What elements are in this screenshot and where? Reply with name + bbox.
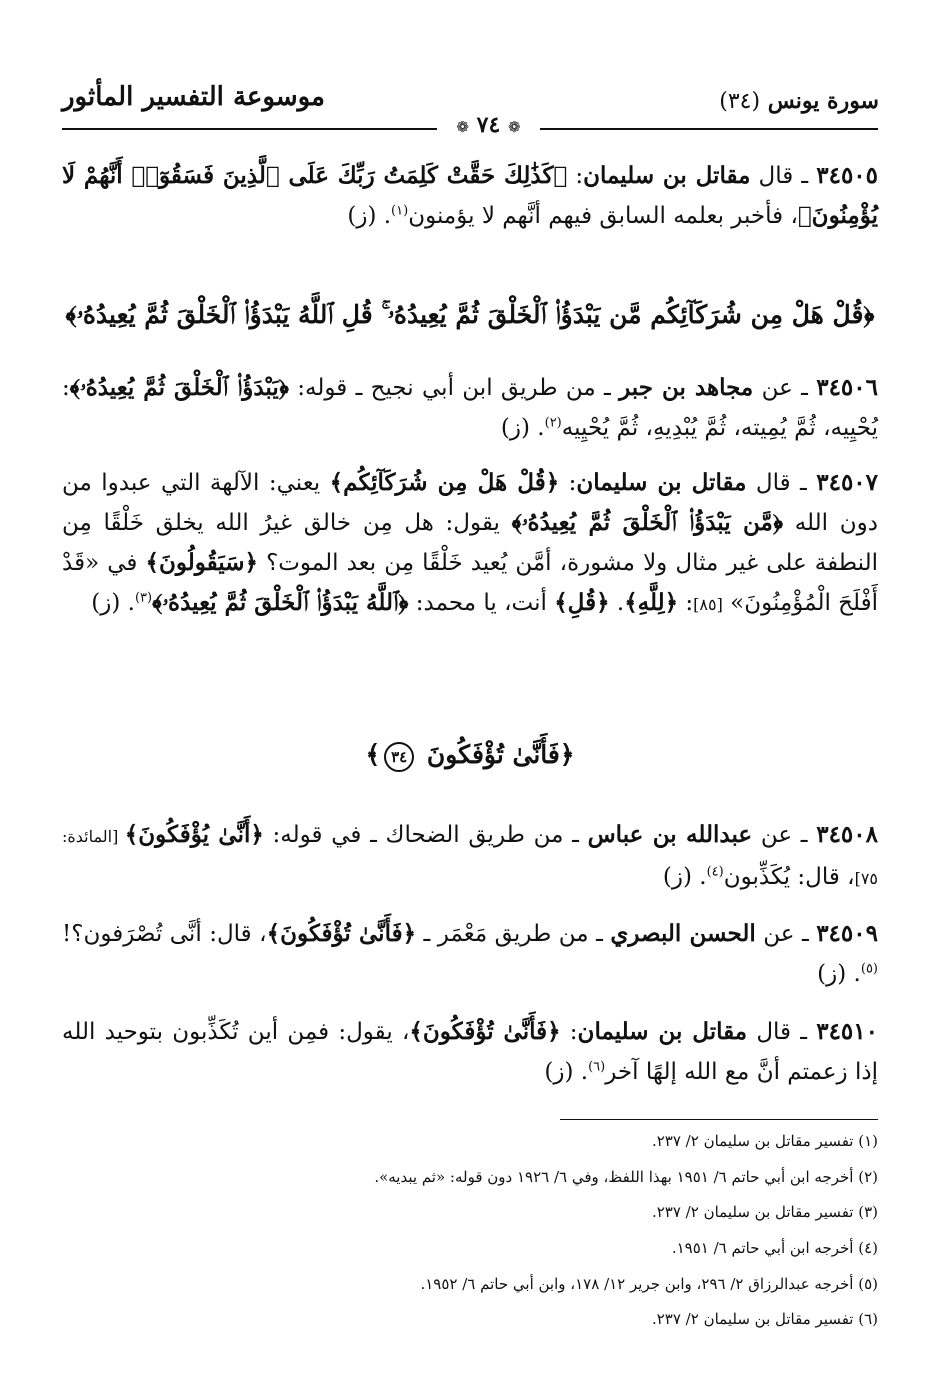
narrator-name: مقاتل بن سليمان	[576, 469, 747, 496]
footnote-5: (٥) أخرجه عبدالرزاق ٢/ ٢٩٦، وابن جرير ١٢/ ١٧٨، وابن أبي حاتم ٦/ ١٩٥٢.	[420, 1275, 878, 1293]
source-tag: . (ز)	[544, 1059, 589, 1085]
separator: ـ قال	[750, 163, 817, 189]
narration-number: ٣٤٥٠٥	[816, 162, 879, 189]
narrator-name: مقاتل بن سليمان	[583, 162, 751, 189]
header-rule-left	[62, 128, 437, 130]
footnote-2: (٢) أخرجه ابن أبي حاتم ٦/ ١٩٥١ بهذا اللفظ، وفي ٦/ ١٩٢٦ دون قوله: «ثم يبديه».	[374, 1168, 878, 1186]
narration-34508	[62, 815, 878, 899]
ayah-heading	[62, 740, 878, 772]
narration-34506	[62, 368, 878, 448]
separator: ـ قال	[747, 1019, 817, 1045]
footnote-6: (٦) تفسير مقاتل بن سليمان ٢/ ٢٣٧.	[651, 1310, 878, 1328]
footnote-divider	[560, 1119, 878, 1120]
colon: :	[678, 590, 694, 616]
narration-number: ٣٤٥٠٨	[816, 821, 878, 848]
ornament-icon: ❁	[456, 118, 469, 136]
narration-number: ٣٤٥٠٧	[816, 469, 879, 496]
quran-quote: ﴿لِلَّهِ﴾	[624, 589, 679, 616]
narration-text: يعني: الآلهة التي عبدوا من دون الله	[62, 470, 878, 536]
narration-text: في «قَدْ أَفْلَحَ الْمُؤْمِنُونَ»	[62, 550, 878, 616]
narration-text: أنت، يا محمد:	[408, 590, 555, 616]
narration-number: ٣٤٥١٠	[816, 1018, 878, 1045]
verse-reference: [المائدة: ٧٥]	[62, 827, 878, 888]
source-tag: . (ز)	[662, 864, 707, 890]
footnote-marker: (٣)	[134, 590, 153, 606]
source-tag: . (ز)	[347, 203, 392, 229]
source-tag: . (ز)	[91, 590, 135, 616]
footnote-marker: (٢)	[544, 415, 562, 431]
footnote-4: (٤) أخرجه ابن أبي حاتم ٦/ ١٩٥١.	[671, 1239, 878, 1257]
quran-quote: ﴿فَأَنَّىٰ تُؤْفَكُونَ﴾	[266, 920, 417, 947]
narration-34507	[62, 463, 878, 625]
quran-quote: ﴿أَنَّىٰ يُؤْفَكُونَ﴾	[124, 821, 264, 848]
narration-34510	[62, 1012, 878, 1092]
surah-title: سورة يونس	[767, 88, 879, 114]
narrator-name: الحسن البصري	[610, 920, 756, 947]
period: .	[609, 590, 625, 616]
narration-34505	[62, 156, 878, 236]
quran-quote: ﴿فَأَنَّىٰ تُؤْفَكُونَ﴾	[409, 1018, 561, 1045]
narration-text: ، فأخبر بعلمه السابق فيهم أنَّهم لا يؤمنون	[408, 203, 798, 229]
quran-quote: ﴿ٱللَّهُ يَبْدَؤُا۟ ٱلْخَلْقَ ثُمَّ يُعِيدُهُۥ﴾	[152, 589, 409, 616]
verse-reference: [٨٥]	[693, 595, 723, 614]
narrator-name: مجاهد بن جبر	[619, 374, 754, 401]
colon: :	[559, 470, 577, 496]
running-header-book-title: موسوعة التفسير المأثور	[62, 82, 325, 112]
separator: ـ عن	[753, 375, 817, 401]
separator: ـ قال	[746, 470, 817, 496]
colon: :	[560, 1019, 578, 1045]
quran-quote: ﴿كَذَٰلِكَ حَقَّتْ كَلِمَتُ رَبِّكَ عَلَى ٱلَّذِينَ فَسَقُوٓا۟ أَنَّهُمْ لَا يُؤْمِنُونَ﴾	[62, 162, 878, 229]
footnote-marker: (١)	[391, 203, 409, 219]
colon: :	[567, 163, 584, 189]
ayah-text: ﴿فَأَنَّىٰ تُؤْفَكُونَ	[426, 740, 575, 769]
separator: ـ عن	[752, 822, 817, 848]
surah-number: (٣٤)	[719, 89, 761, 114]
footnote-marker: (٤)	[706, 864, 724, 880]
narration-text: ، قال: يُكَذِّبون	[723, 864, 855, 890]
ayah-heading: ﴿قُلْ هَلْ مِن شُرَكَآئِكُم مَّن يَبْدَؤُا۟ ٱلْخَلْقَ ثُمَّ يُعِيدُهُۥ ۚ قُلِ ٱللَّهُ يَبْدَؤُا۟ ٱلْخَلْقَ ثُمَّ يُعِيدُهُۥ﴾	[65, 300, 875, 329]
narrator-name: مقاتل بن سليمان	[577, 1018, 748, 1045]
narration-text: ، قال: أنَّى تُصْرَفون؟!	[62, 921, 267, 947]
narration-number: ٣٤٥٠٩	[816, 920, 878, 947]
narration-text: ، يقول: فمِن أين تُكَذِّبون بتوحيد الله إذا زعمتم أنَّ مع الله إلهًا آخر	[62, 1019, 878, 1085]
chain-text: ـ من طريق مَعْمَر ـ	[416, 921, 611, 947]
quran-quote: ﴿مَّن يَبْدَؤُا۟ ٱلْخَلْقَ ثُمَّ يُعِيدُهُۥ﴾	[511, 509, 784, 536]
quran-quote: ﴿يَبْدَؤُا۟ ٱلْخَلْقَ ثُمَّ يُعِيدُهُۥ﴾	[69, 374, 289, 401]
chain-text: ـ من طريق ابن أبي نجيح ـ قوله:	[288, 375, 620, 401]
footnote-marker: (٦)	[588, 1059, 606, 1075]
narration-text: : يُحْيِيه، ثُمَّ يُمِيته، ثُمَّ يُبْدِيهِ، ثُمَّ يُحْيِيه	[62, 375, 878, 441]
page-number-block	[437, 112, 540, 138]
footnote-marker: (٥)	[860, 961, 878, 977]
ornament-icon: ❁	[507, 118, 521, 136]
page-number: ٧٤	[476, 112, 501, 138]
footnote-1: (١) تفسير مقاتل بن سليمان ٢/ ٢٣٧.	[651, 1132, 878, 1150]
header-rule-right	[540, 128, 878, 130]
narration-34509	[62, 914, 878, 994]
narration-number: ٣٤٥٠٦	[816, 374, 878, 401]
source-tag: . (ز)	[817, 961, 861, 987]
separator: ـ عن	[755, 921, 817, 947]
narrator-name: عبدالله بن عباس	[587, 821, 753, 848]
quran-quote: ﴿قُلِ﴾	[554, 589, 610, 616]
source-tag: . (ز)	[500, 415, 545, 441]
ayah-close: ﴾	[365, 740, 381, 769]
quran-quote: ﴿سَيَقُولُونَ﴾	[145, 549, 258, 576]
ayah-number-icon: ٣٤	[384, 742, 414, 772]
quran-quote: ﴿قُلْ هَلْ مِن شُرَكَآئِكُم﴾	[329, 469, 560, 496]
narration-text: يقول: هل مِن خالق غيرُ الله يخلق خَلْقًا مِن النطفة على غير مثال ولا مشورة، أمَّن يُعيد خَلْقًا مِن بعد الموت؟	[62, 510, 878, 576]
running-header-surah	[711, 88, 879, 114]
chain-text: ـ من طريق الضحاك ـ في قوله:	[263, 822, 588, 848]
footnote-3: (٣) تفسير مقاتل بن سليمان ٢/ ٢٣٧.	[651, 1203, 878, 1221]
